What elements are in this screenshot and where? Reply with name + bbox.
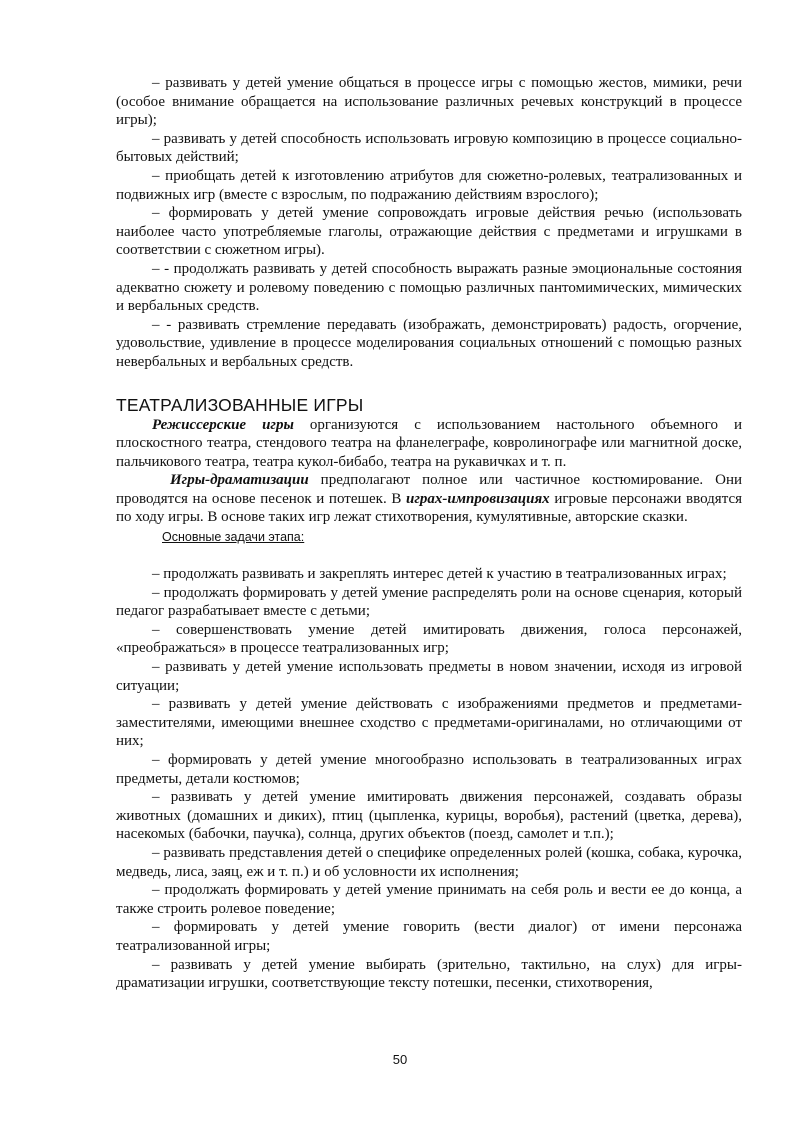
list-goals-general	[116, 74, 742, 372]
paragraph-text: игровые персонажи вводятся по ходу игры. В основе таких игр лежат стихотворения, кумулятивные, авторские сказки.	[116, 490, 743, 526]
list-item: – развивать у детей умение выбирать (зрительно, тактильно, на слух) для игры-драматизации игрушки, соответствующие тексту потешки, песенки, стихотворения,	[116, 956, 742, 992]
list-item: – продолжать развивать и закреплять интерес детей к участию в театрализованных играх;	[152, 566, 727, 583]
list-item: – - развивать стремление передавать (изображать, демонстрировать) радость, огорчение, удовольствие, удивление в процессе моделирования социальных отношений с помощью разных невербальных и вербальных средств.	[116, 316, 742, 370]
list-item: – формировать у детей умение говорить (вести диалог) от имени персонажа театрализованной игры;	[116, 919, 742, 954]
paragraph-dramatization-games	[116, 471, 742, 527]
page-content	[116, 74, 742, 993]
list-item: – продолжать формировать у детей умение распределять роли на основе сценария, который педагог разрабатывает вместе с детьми;	[116, 584, 742, 620]
section-heading: ТЕАТРАЛИЗОВАННЫЕ ИГРЫ	[116, 394, 364, 415]
stage-tasks-subheading: Основные задачи этапа:	[162, 530, 305, 545]
term-director-games: Режиссерские игры	[152, 416, 294, 433]
list-item: – развивать у детей умение имитировать движения персонажей, создавать образы животных (домашних и диких), птиц (цыпленка, курицы, воробья), растений (цветка, дерева), насекомых (бабочки, паучка), солнца, других объектов (поезд, самолет и т.п.);	[116, 789, 742, 843]
list-item: – развивать у детей умение общаться в процессе игры с помощью жестов, мимики, речи (особое внимание обращается на использование различных речевых конструкций в процессе игры);	[116, 75, 742, 129]
list-item: – продолжать формировать у детей умение принимать на себя роль и вести ее до конца, а также строить ролевое поведение;	[116, 882, 742, 917]
list-item: – развивать у детей способность использовать игровую композицию в процессе социально-бытовых действий;	[116, 130, 742, 166]
paragraph-director-games	[116, 416, 742, 472]
term-improvisation-games: играх-импровизациях	[406, 490, 550, 507]
list-item: – развивать представления детей о специфике определенных ролей (кошка, собака, курочка, медведь, лиса, заяц, еж и т. п.) и об условности их исполнения;	[116, 844, 742, 880]
list-item: – развивать у детей умение действовать с изображениями предметов и предметами-заместителями, имеющими внешнее сходство с предметами-оригиналами, но отличающими от них;	[116, 696, 742, 750]
list-item: – развивать у детей умение использовать предметы в новом значении, исходя из игровой ситуации;	[116, 659, 742, 694]
paragraph-text: предполагают полное или частичное костюмирование. Они проводятся на основе песенок и потешек. В	[116, 472, 742, 507]
list-stage-tasks	[116, 565, 742, 993]
list-item: – формировать у детей умение сопровождать игровые действия речью (использовать наиболее часто употребляемые глаголы, отражающие действия с предметами и игрушками в соответствии с сюжетном игры).	[116, 205, 742, 259]
list-item: – - продолжать развивать у детей способность выражать разные эмоциональные состояния адекватно сюжету и ролевому поведению с помощью различных пантомимических, мимических и вербальных средств.	[116, 260, 742, 315]
list-item: – формировать у детей умение многообразно использовать в театрализованных играх предметы, детали костюмов;	[116, 752, 742, 787]
term-dramatization-games: Игры-драматизации	[170, 472, 309, 489]
page-number: 50	[392, 1052, 408, 1067]
list-item: – приобщать детей к изготовлению атрибутов для сюжетно-ролевых, театрализованных и подвижных игр (вместе с взрослым, по подражанию действиям взрослого);	[116, 167, 742, 203]
paragraph-text: организуются с использованием настольного объемного и плоскостного театра, стендового театра на фланелеграфе, ковролинографе или магнитной доске, пальчикового театра, театра кукол-бибабо, театра на рукавичках и т. п.	[116, 416, 742, 470]
list-item: – совершенствовать умение детей имитировать движения, голоса персонажей, «преображаться» в процессе театрализованных игр;	[116, 621, 742, 657]
